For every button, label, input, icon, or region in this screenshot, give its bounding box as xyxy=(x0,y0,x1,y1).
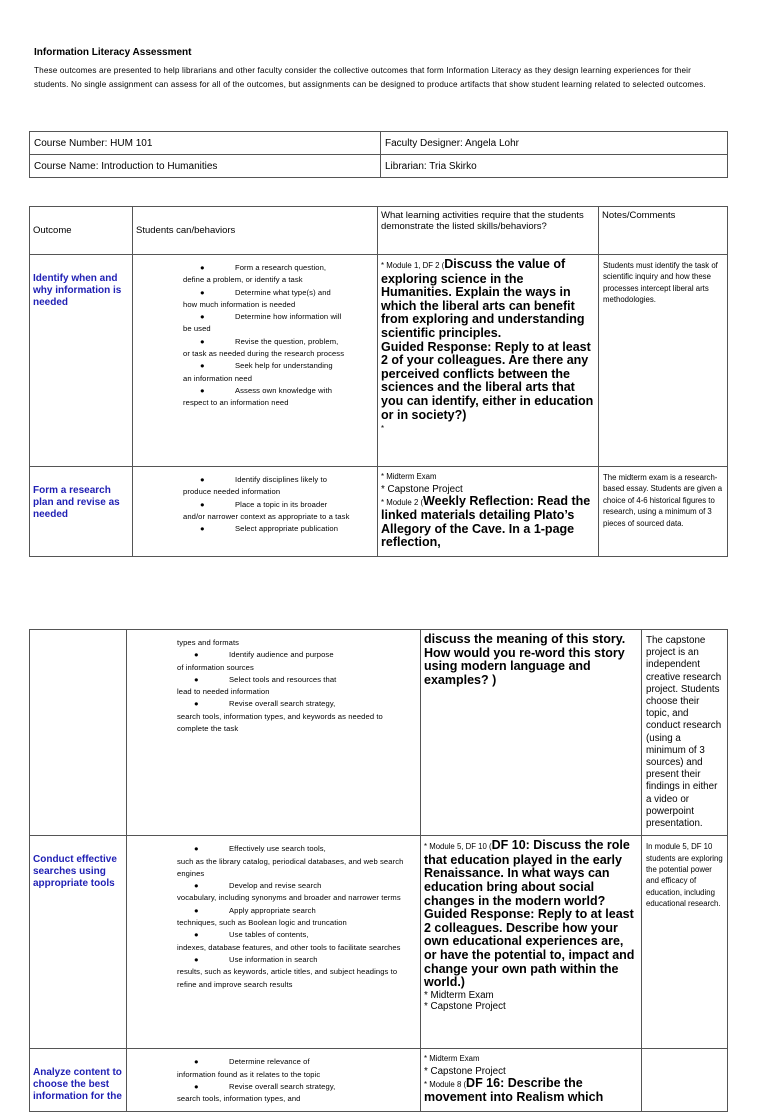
header-row xyxy=(30,207,728,255)
activity-cell: * Midterm Exam * Capstone Project * Module 2 (Weekly Reflection: Read the linked materials detailing Plato’s Allegory of the Cave. In a 1-page reflection, xyxy=(378,467,599,557)
notes-cell: The midterm exam is a research-based essay. Students are given a choice of 4-6 historical figures to research, using a minimum of 3 pieces of sourced data. xyxy=(599,467,728,557)
notes-cell: Students must identify the task of scientific inquiry and how these processes intercept liberal arts methodologies. xyxy=(599,255,728,467)
outcome-label: Analyze content to choose the best information for the xyxy=(30,1049,127,1112)
col-activities: What learning activities require that the students demonstrate the listed skills/behaviors? xyxy=(378,207,599,255)
outcomes-table-continued xyxy=(29,629,728,1112)
notes-cell: In module 5, DF 10 students are exploring the potential power and efficacy of education, including educational research. xyxy=(642,836,728,1049)
outcome-label: Form a research plan and revise as needed xyxy=(30,467,133,557)
librarian: Librarian: Tria Skirko xyxy=(381,155,728,178)
outcome-label xyxy=(30,630,127,836)
notes-cell: The capstone project is an independent creative research project. Students choose their topic, and conduct research (using a minimum of 3 sources) and present their findings in either a video or powerpoint presentation. xyxy=(642,630,728,836)
table-row xyxy=(30,255,728,467)
course-number: Course Number: HUM 101 xyxy=(30,132,381,155)
behaviors-list: ● Identify disciplines likely to produce needed information ● Place a topic in its broader and/or narrower context as appropriate to a task ● Select appropriate publication xyxy=(133,467,378,557)
course-name: Course Name: Introduction to Humanities xyxy=(30,155,381,178)
notes-cell xyxy=(642,1049,728,1112)
col-students: Students can/behaviors xyxy=(133,207,378,255)
faculty-designer: Faculty Designer: Angela Lohr xyxy=(381,132,728,155)
table-row xyxy=(30,836,728,1049)
intro-paragraph: These outcomes are presented to help librarians and other faculty consider the collective outcomes that form Information Literacy as they design learning experiences for their students. No single assignment can assess for all of the outcomes, but assignments can be designed to produce artifacts that show student learning related to selected outcomes. xyxy=(34,66,706,89)
behaviors-list: ● Determine relevance of information found as it relates to the topic ● Revise overall search strategy, search tools, information types, and xyxy=(127,1049,421,1112)
behaviors-list: types and formats ● Identify audience and purpose of information sources ● Select tools and resources that lead to needed information ● Revise overall search strategy, search tools, information types, and keywords as needed to complete the task xyxy=(127,630,421,836)
activity-cell: * Module 1, DF 2 (Discuss the value of exploring science in the Humanities. Explain the ways in which the liberal arts can benefit from exploring and understanding scientific principles. Guided Response: Reply to at least 2 of your colleagues. Are there any perceived conflicts between the sciences and the liberal arts that you can identify, either in education or in society?) * xyxy=(378,255,599,467)
col-outcome: Outcome xyxy=(30,207,133,255)
outcome-label: Conduct effective searches using appropriate tools xyxy=(30,836,127,1049)
activity-cell: * Module 5, DF 10 (DF 10: Discuss the role that education played in the early Renaissance. In what ways can education bring about social changes in the modern world? Guided Response: Reply to at least 2 colleagues. Describe how your own educational experiences are, or have the potential to, impact and change your own path within the world.) * Midterm Exam * Capstone Project xyxy=(421,836,642,1049)
table-row xyxy=(30,630,728,836)
col-notes: Notes/Comments xyxy=(599,207,728,255)
behaviors-list: ● Effectively use search tools, such as the library catalog, periodical databases, and web search engines ● Develop and revise search vocabulary, including synonyms and broader and narrower terms ● Apply appropriate search techniques, such as Boolean logic and truncation ● Use tables of contents, indexes, database features, and other tools to facilitate searches ● Use information in search results, such as keywords, article titles, and subject headings to refine and improve search results xyxy=(127,836,421,1049)
outcome-label: Identify when and why information is needed xyxy=(30,255,133,467)
table-row xyxy=(30,1049,728,1112)
activity-cell: * Midterm Exam * Capstone Project * Module 8 (DF 16: Describe the movement into Realism which xyxy=(421,1049,642,1112)
page-title: Information Literacy Assessment xyxy=(34,47,192,58)
behaviors-list: ● Form a research question, define a problem, or identify a task ● Determine what type(s) and how much information is needed ● Determine how information will be used ● Revise the question, problem, or task as needed during the research process ● Seek help for understanding an information need ● Assess own knowledge with respect to an information need xyxy=(133,255,378,467)
outcomes-table xyxy=(29,206,728,557)
table-row xyxy=(30,467,728,557)
course-info-table xyxy=(29,131,728,178)
activity-cell: discuss the meaning of this story. How would you re-word this story using modern language and examples? ) xyxy=(421,630,642,836)
